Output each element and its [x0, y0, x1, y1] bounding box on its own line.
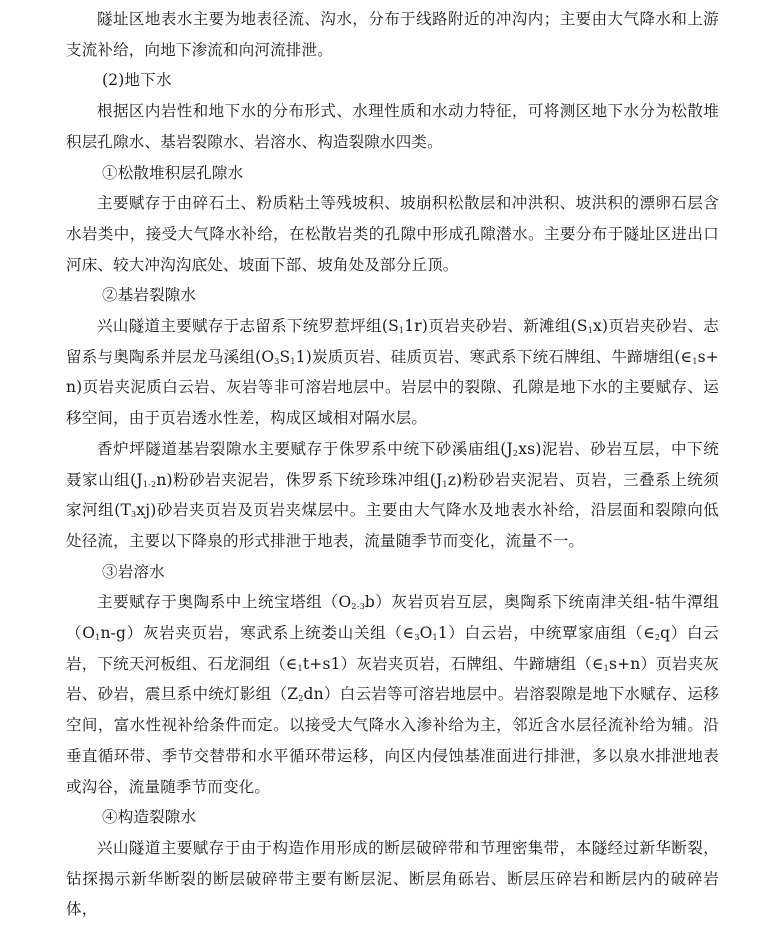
text-run: t+s1）灰岩夹页岩，石牌组、牛蹄塘组（∈	[302, 654, 604, 673]
text-run: n)粉砂岩夹泥岩，侏罗系下统珍珠冲组(J	[156, 470, 443, 489]
subscript: 1	[95, 633, 101, 643]
text-run: s+n）页岩夹灰岩、砂岩，震旦系中统灯影组（Z	[66, 654, 719, 704]
text-run: z)粉砂岩夹泥岩、页岩，三叠系上统须家河组(T	[66, 470, 719, 520]
text-run: 1）白云岩，中统覃家庙组（∈	[437, 624, 655, 643]
heading-tectonic-fissure-water: ④构造裂隙水	[102, 808, 197, 827]
text-run: O	[419, 624, 433, 643]
subscript: 1	[297, 663, 303, 673]
subscript: 1	[432, 633, 438, 643]
text-run: 香炉坪隧道基岩裂隙水主要赋存于侏罗系中统下砂溪庙组(J	[97, 439, 513, 458]
text-run: xs)泥岩、砂岩互层，中下统聂家山组(J	[66, 439, 719, 489]
text-run: n-g）灰岩夹页岩，寒武系上统娄山关组（∈	[100, 624, 415, 643]
subscript: 2	[512, 448, 519, 458]
text-run: s+n)页岩夹泥质白云岩、灰岩等非可溶岩地层中。岩层中的裂隙、孔隙是地下水的主要赋存、运移空间，由于页岩透水性差，构成区域相对隔水层。	[66, 347, 719, 428]
subscript: 1-2	[142, 479, 157, 489]
subscript: 1	[398, 326, 405, 336]
paragraph-xianglupin-tunnel	[66, 434, 719, 557]
subscript: 3	[414, 633, 420, 643]
text-run: x)页岩夹砂岩、志留系与奥陶系并层龙马溪组(O	[66, 317, 719, 366]
subscript: 3	[131, 510, 137, 520]
subscript: 1	[587, 326, 594, 336]
paragraph-tectonic-fissure-water: 兴山隧道主要赋存于由于构造作用形成的断层破碎带和节理密集带，本隧经过新华断裂，钻探揭示新华断裂的断层破碎带主要有断层泥、断层角砾岩、断层压碎岩和断层内的破碎岩体，	[66, 838, 719, 919]
heading-bedrock-fissure-water: ②基岩裂隙水	[102, 286, 197, 305]
heading-groundwater: (2)地下水	[102, 71, 172, 90]
subscript: 1	[692, 356, 698, 366]
text-run: 1)炭质页岩、硅质页岩、寒武系下统石牌组、牛蹄塘组(∈	[295, 347, 693, 366]
text-run: S	[279, 347, 291, 366]
text-run: 1r)页岩夹砂岩、新滩组(S	[404, 317, 588, 336]
text-run: b）灰岩页岩互层，奥陶系下统南津关组-牯牛潭组（O	[66, 593, 719, 643]
subscript: 2	[654, 633, 661, 643]
text-run: dn）白云岩等可溶岩地层中。岩溶裂隙是地下水赋存、运移空间，富水性视补给条件而定。以接受大气降水入渗补给为主，邻近含水层径流补给为辅。沿垂直循环带、季节交替带和水平循环带运移，向区内侵蚀基准面进行排泄，多以泉水排泄地表或沟谷，流量随季节而变化。	[66, 685, 719, 796]
subscript: 1	[442, 479, 448, 489]
paragraph-surface-water: 隧址区地表水主要为地表径流、沟水，分布于线路附近的冲沟内；主要由大气降水和上游支流补给，向地下渗流和向河流排泄。	[66, 10, 719, 59]
text-run: xj)砂岩夹页岩及页岩夹煤层中。主要由大气降水及地表水补给，沿层面和裂隙向低处径流，主要以下降泉的形式排泄于地表，流量随季节而变化，流量不一。	[66, 501, 719, 550]
subscript: 3	[274, 356, 280, 366]
subscript: 1	[603, 663, 609, 673]
text-run: 兴山隧道主要赋存于志留系下统罗惹坪组(S	[97, 317, 399, 336]
subscript: 2	[298, 694, 304, 704]
paragraph-karst-water	[66, 587, 719, 802]
paragraph-groundwater-intro: 根据区内岩性和地下水的分布形式、水理性质和水动力特征，可将测区地下水分为松散堆积层孔隙水、基岩裂隙水、岩溶水、构造裂隙水四类。	[66, 102, 719, 151]
text-run: q）白云岩，下统天河板组、石龙洞组（∈	[66, 624, 719, 673]
heading-loose-pore-water: ①松散堆积层孔隙水	[102, 163, 244, 182]
paragraph-loose-pore-water: 主要赋存于由碎石土、粉质粘土等残坡积、坡崩积松散层和冲洪积、坡洪积的漂卵石层含水岩类中，接受大气降水补给，在松散岩类的孔隙中形成孔隙潜水。主要分布于隧址区进出口河床、较大冲沟沟底处、坡面下部、坡角处及部分丘顶。	[66, 194, 719, 274]
subscript: 1	[290, 356, 296, 366]
paragraph-xingshan-tunnel	[66, 311, 719, 434]
text-run: 主要赋存于奥陶系中上统宝塔组（O	[97, 593, 352, 612]
subscript: 2-3	[351, 602, 365, 612]
heading-karst-water: ③岩溶水	[102, 562, 165, 581]
